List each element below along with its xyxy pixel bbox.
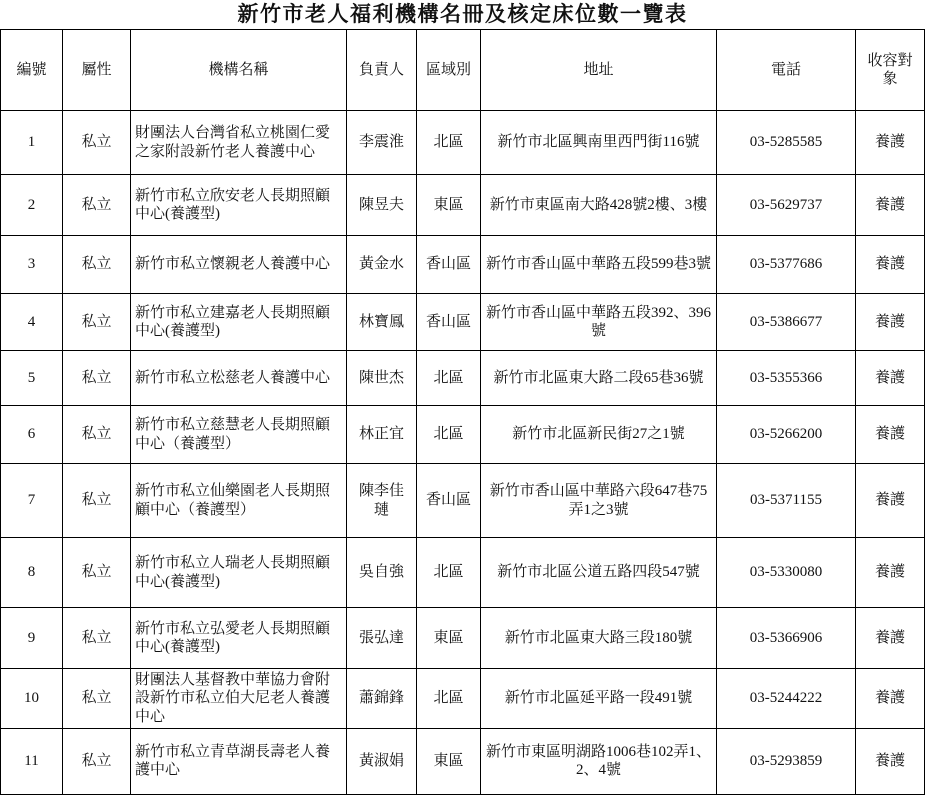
cell-address: 新竹市香山區中華路五段599巷3號 (481, 236, 717, 294)
cell-phone: 03-5293859 (717, 728, 856, 794)
col-header-name: 機構名稱 (131, 30, 347, 111)
col-header-manager: 負責人 (347, 30, 417, 111)
cell-name: 新竹市私立松慈老人養護中心 (131, 351, 347, 406)
cell-manager: 吳自強 (347, 538, 417, 608)
table-row (1, 669, 925, 729)
table-row (1, 351, 925, 406)
cell-name: 新竹市私立建嘉老人長期照顧中心(養護型) (131, 294, 347, 351)
cell-address: 新竹市東區南大路428號2樓、3樓 (481, 175, 717, 236)
cell-target: 養護 (856, 538, 925, 608)
cell-name: 新竹市私立仙樂園老人長期照顧中心（養護型） (131, 464, 347, 538)
cell-no: 6 (1, 406, 63, 464)
cell-district: 北區 (417, 538, 481, 608)
cell-district: 東區 (417, 608, 481, 669)
table-header-row (1, 30, 925, 111)
cell-phone: 03-5266200 (717, 406, 856, 464)
cell-type: 私立 (63, 608, 131, 669)
cell-no: 4 (1, 294, 63, 351)
cell-phone: 03-5629737 (717, 175, 856, 236)
cell-type: 私立 (63, 728, 131, 794)
cell-manager: 張弘達 (347, 608, 417, 669)
cell-manager: 黃淑娟 (347, 728, 417, 794)
cell-type: 私立 (63, 294, 131, 351)
cell-phone: 03-5366906 (717, 608, 856, 669)
cell-no: 8 (1, 538, 63, 608)
cell-name: 新竹市私立慈慧老人長期照顧中心（養護型） (131, 406, 347, 464)
cell-phone: 03-5285585 (717, 111, 856, 175)
cell-name: 財團法人基督教中華協力會附設新竹市私立伯大尼老人養護中心 (131, 669, 347, 729)
cell-phone: 03-5377686 (717, 236, 856, 294)
cell-no: 5 (1, 351, 63, 406)
cell-type: 私立 (63, 236, 131, 294)
cell-phone: 03-5371155 (717, 464, 856, 538)
cell-name: 新竹市私立青草湖長壽老人養護中心 (131, 728, 347, 794)
col-header-phone: 電話 (717, 30, 856, 111)
cell-target: 養護 (856, 608, 925, 669)
cell-type: 私立 (63, 111, 131, 175)
table-row (1, 236, 925, 294)
cell-district: 北區 (417, 111, 481, 175)
col-header-type: 屬性 (63, 30, 131, 111)
cell-address: 新竹市東區明湖路1006巷102弄1、2、4號 (481, 728, 717, 794)
cell-no: 1 (1, 111, 63, 175)
cell-district: 北區 (417, 406, 481, 464)
cell-name: 新竹市私立懷親老人養護中心 (131, 236, 347, 294)
cell-target: 養護 (856, 111, 925, 175)
cell-district: 香山區 (417, 294, 481, 351)
cell-phone: 03-5244222 (717, 669, 856, 729)
cell-address: 新竹市北區延平路一段491號 (481, 669, 717, 729)
cell-district: 北區 (417, 351, 481, 406)
cell-no: 11 (1, 728, 63, 794)
cell-phone: 03-5355366 (717, 351, 856, 406)
cell-no: 3 (1, 236, 63, 294)
cell-district: 香山區 (417, 464, 481, 538)
cell-address: 新竹市北區東大路二段65巷36號 (481, 351, 717, 406)
cell-target: 養護 (856, 294, 925, 351)
table-row (1, 464, 925, 538)
cell-manager: 陳李佳璉 (347, 464, 417, 538)
cell-type: 私立 (63, 538, 131, 608)
cell-district: 北區 (417, 669, 481, 729)
institutions-table (0, 29, 925, 795)
cell-target: 養護 (856, 236, 925, 294)
cell-type: 私立 (63, 464, 131, 538)
cell-target: 養護 (856, 728, 925, 794)
cell-no: 9 (1, 608, 63, 669)
cell-target: 養護 (856, 464, 925, 538)
cell-manager: 林正宜 (347, 406, 417, 464)
col-header-address: 地址 (481, 30, 717, 111)
table-row (1, 294, 925, 351)
col-header-no: 編號 (1, 30, 63, 111)
cell-name: 新竹市私立弘愛老人長期照顧中心(養護型) (131, 608, 347, 669)
cell-manager: 陳世杰 (347, 351, 417, 406)
table-body (1, 111, 925, 795)
table-row (1, 538, 925, 608)
cell-district: 香山區 (417, 236, 481, 294)
cell-name: 財團法人台灣省私立桃園仁愛之家附設新竹老人養護中心 (131, 111, 347, 175)
col-header-district: 區域別 (417, 30, 481, 111)
cell-address: 新竹市香山區中華路五段392、396號 (481, 294, 717, 351)
cell-address: 新竹市北區公道五路四段547號 (481, 538, 717, 608)
cell-address: 新竹市香山區中華路六段647巷75弄1之3號 (481, 464, 717, 538)
col-header-target: 收容對象 (856, 30, 925, 111)
cell-address: 新竹市北區新民街27之1號 (481, 406, 717, 464)
cell-target: 養護 (856, 669, 925, 729)
cell-district: 東區 (417, 728, 481, 794)
cell-manager: 林寶鳳 (347, 294, 417, 351)
cell-name: 新竹市私立人瑞老人長期照顧中心(養護型) (131, 538, 347, 608)
page-title: 新竹市老人福利機構名冊及核定床位數一覽表 (237, 2, 688, 26)
cell-manager: 陳昱夫 (347, 175, 417, 236)
cell-no: 2 (1, 175, 63, 236)
table-row (1, 608, 925, 669)
cell-target: 養護 (856, 175, 925, 236)
cell-district: 東區 (417, 175, 481, 236)
cell-target: 養護 (856, 351, 925, 406)
cell-type: 私立 (63, 669, 131, 729)
cell-no: 10 (1, 669, 63, 729)
cell-phone: 03-5386677 (717, 294, 856, 351)
cell-type: 私立 (63, 175, 131, 236)
table-row (1, 175, 925, 236)
cell-target: 養護 (856, 406, 925, 464)
cell-phone: 03-5330080 (717, 538, 856, 608)
cell-type: 私立 (63, 351, 131, 406)
cell-address: 新竹市北區興南里西門街116號 (481, 111, 717, 175)
cell-manager: 蕭錦鋒 (347, 669, 417, 729)
cell-manager: 李震淮 (347, 111, 417, 175)
cell-address: 新竹市北區東大路三段180號 (481, 608, 717, 669)
cell-no: 7 (1, 464, 63, 538)
cell-name: 新竹市私立欣安老人長期照顧中心(養護型) (131, 175, 347, 236)
table-row (1, 111, 925, 175)
cell-type: 私立 (63, 406, 131, 464)
table-row (1, 406, 925, 464)
cell-manager: 黃金水 (347, 236, 417, 294)
table-row (1, 728, 925, 794)
